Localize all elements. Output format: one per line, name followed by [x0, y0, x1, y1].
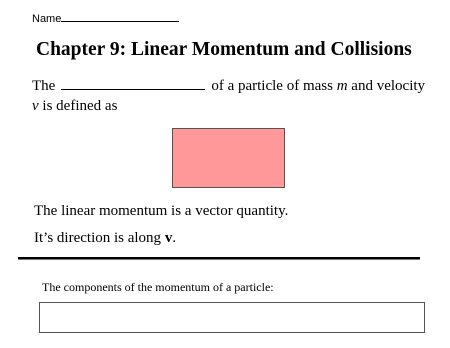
mass-symbol: m [336, 78, 348, 94]
definition-part4: is defined as [38, 98, 118, 114]
definition-blank[interactable] [61, 76, 205, 90]
direction-statement [34, 228, 176, 248]
direction-prefix: It’s direction is along [34, 230, 165, 246]
section-divider [18, 257, 420, 260]
components-label: The components of the momentum of a particle: [42, 280, 274, 294]
velocity-symbol: v [32, 98, 39, 114]
definition-part2: of a particle of mass [211, 78, 337, 94]
page-title: Chapter 9: Linear Momentum and Collisions [36, 39, 412, 60]
vector-statement: The linear momentum is a vector quantity. [34, 203, 289, 219]
name-blank-line[interactable] [61, 10, 179, 22]
definition-part3: and velocity [347, 78, 426, 94]
definition-part1: The [32, 78, 56, 94]
direction-suffix: . [172, 230, 177, 246]
direction-vector-symbol: v [164, 230, 173, 246]
definition-text [32, 76, 432, 116]
components-box [39, 302, 425, 333]
name-label: Name [32, 13, 62, 25]
formula-box [172, 128, 285, 188]
name-field [32, 10, 179, 25]
